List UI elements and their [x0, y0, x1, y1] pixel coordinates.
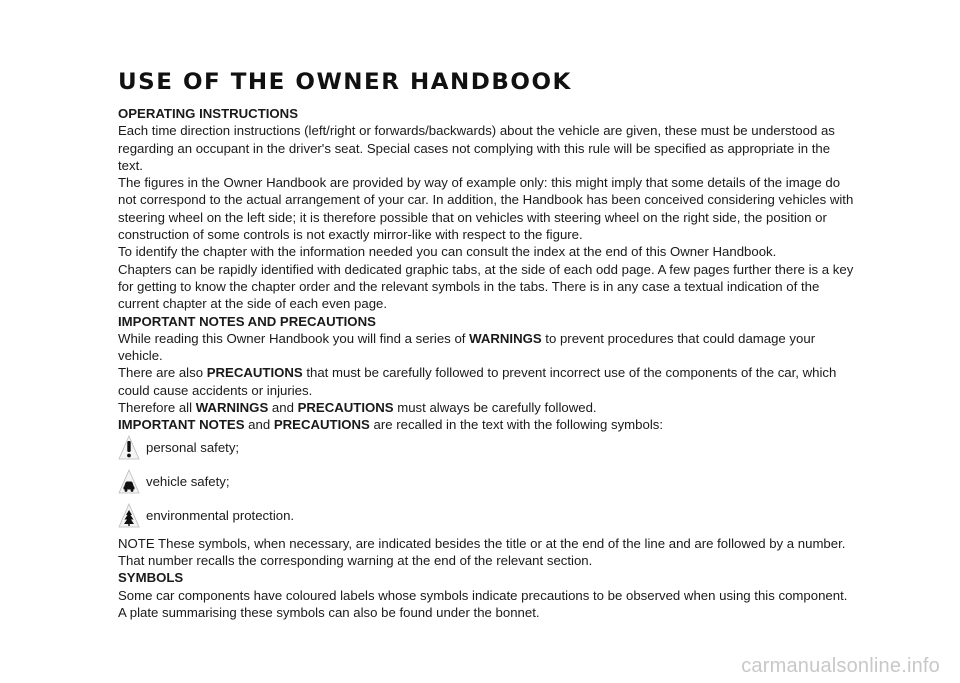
symbol-row-personal-safety	[118, 437, 858, 471]
paragraph	[118, 399, 858, 416]
text: are recalled in the text with the following symbols:	[369, 417, 664, 433]
paragraph	[118, 364, 858, 399]
warnings-keyword: WARNINGS	[469, 330, 542, 346]
paragraph: The figures in the Owner Handbook are provided by way of example only: this might imply that some details of the image do not correspond to the actual arrangement of your car. In addition, the Handbook has been conceived considering vehicles with steering wheel on the left side; it is therefore possible that on vehicles with steering wheel on the right side, the position or construction of some controls is not exactly mirror-like with respect to the figure.	[118, 175, 854, 243]
precautions-keyword: PRECAUTIONS	[273, 417, 370, 433]
page-title: USE OF THE OWNER HANDBOOK	[118, 70, 572, 95]
text: Therefore all	[118, 400, 196, 416]
warnings-keyword: WARNINGS	[195, 400, 269, 416]
paragraph: Some car components have coloured labels whose symbols indicate precautions to be observed when using this component.	[118, 587, 848, 603]
text: to prevent procedures that could damage your vehicle.	[118, 330, 816, 364]
important-notes-keyword: IMPORTANT NOTES	[118, 417, 245, 433]
text: and	[244, 417, 274, 433]
paragraph: To identify the chapter with the information needed you can consult the index at the end of this Owner Handbook.	[118, 244, 777, 260]
text: and	[268, 400, 298, 416]
vehicle-safety-icon	[118, 469, 140, 495]
text: must always be carefully followed.	[393, 400, 597, 416]
section-heading-important: IMPORTANT NOTES AND PRECAUTIONS	[118, 313, 376, 329]
note-paragraph: NOTE These symbols, when necessary, are indicated besides the title or at the end of the line and are followed by a number. That number recalls the corresponding warning at the end of the relevant section.	[118, 535, 846, 568]
symbol-row-vehicle-safety	[118, 471, 858, 505]
watermark: carmanualsonline.info	[741, 655, 940, 677]
paragraph: Each time direction instructions (left/right or forwards/backwards) about the vehicle are given, these must be understood as regarding an occupant in the driver's seat. Special cases not complying with this rule will be specified as appropriate in the text.	[118, 123, 835, 173]
section-heading-symbols: SYMBOLS	[118, 570, 184, 586]
paragraph	[118, 416, 858, 433]
precautions-keyword: PRECAUTIONS	[206, 365, 303, 381]
symbol-row-environmental-protection	[118, 505, 858, 535]
text: While reading this Owner Handbook you will find a series of	[118, 330, 470, 346]
paragraph: Chapters can be rapidly identified with dedicated graphic tabs, at the side of each odd page. A few pages further there is a key for getting to know the chapter order and the relevant symbols in the tabs. There is in any case a textual indication of the current chapter at the side of each even page.	[118, 261, 854, 312]
page-content	[118, 70, 858, 621]
symbol-label: vehicle safety;	[146, 473, 230, 489]
paragraph	[118, 330, 858, 365]
precautions-keyword: PRECAUTIONS	[297, 400, 394, 416]
environmental-protection-icon	[118, 503, 140, 529]
text: There are also	[118, 365, 207, 381]
personal-safety-icon	[118, 435, 140, 461]
text: that must be carefully followed to prevent incorrect use of the components of the car, which could cause accidents or injuries.	[118, 365, 837, 398]
symbol-label: personal safety;	[146, 439, 240, 455]
paragraph: A plate summarising these symbols can also be found under the bonnet.	[118, 604, 540, 620]
section-heading-operating: OPERATING INSTRUCTIONS	[118, 106, 298, 121]
symbol-label: environmental protection.	[146, 507, 295, 523]
